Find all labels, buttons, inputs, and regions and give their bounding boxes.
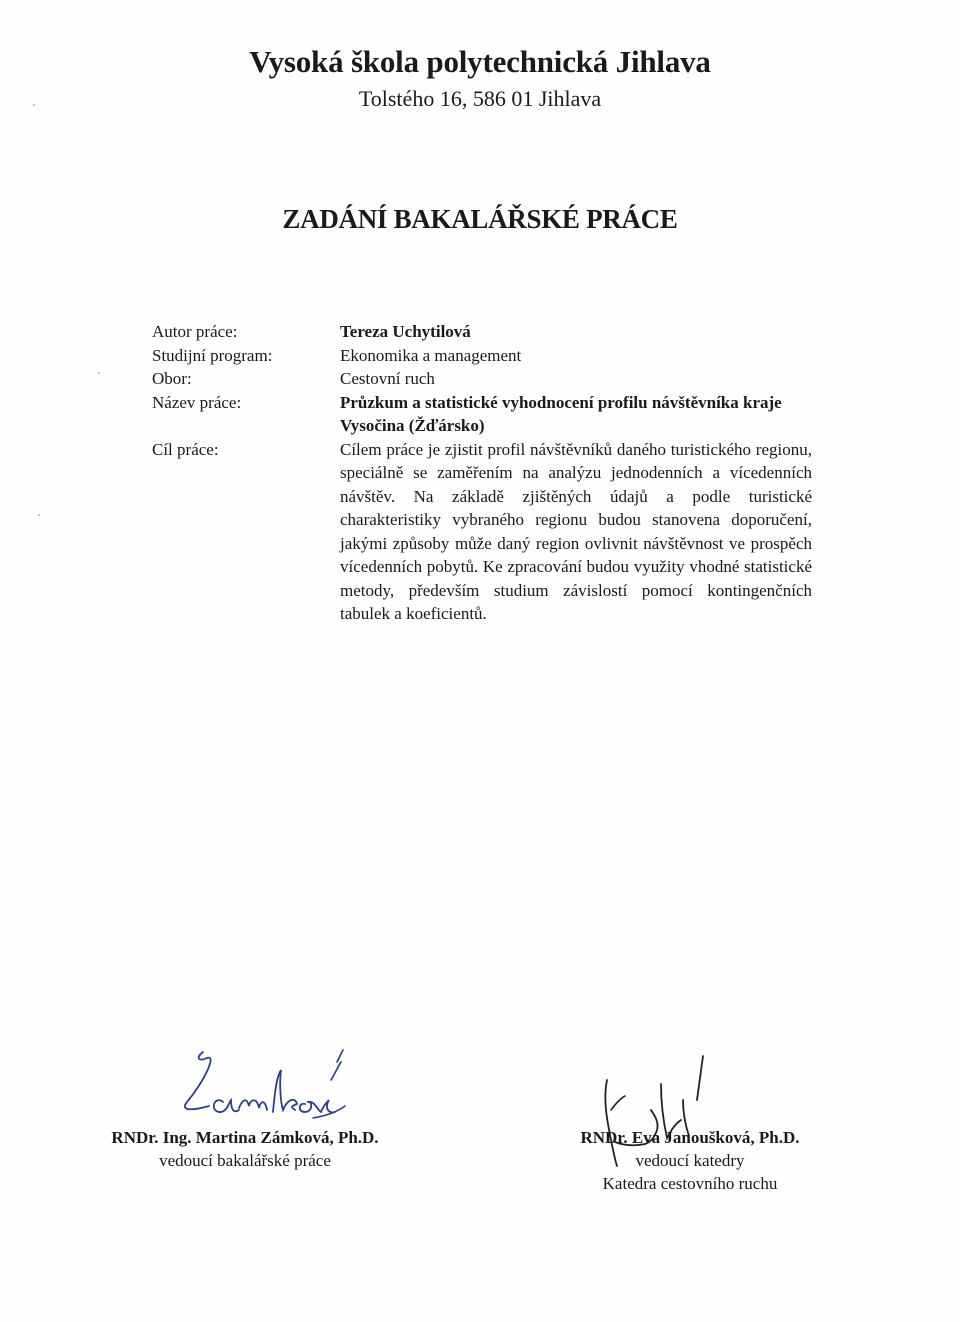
thesis-title-line2: Vysočina (Žďársko) <box>340 416 485 435</box>
assignment-fields <box>152 320 812 626</box>
author-row <box>152 320 812 344</box>
scan-speck <box>38 514 40 516</box>
scan-speck <box>98 372 100 374</box>
program-value: Ekonomika a management <box>340 345 522 365</box>
field-value: Cestovní ruch <box>340 369 435 388</box>
goal-label: Cíl práce: <box>152 439 219 459</box>
department-name: Katedra cestovního ruchu <box>602 1174 778 1193</box>
scan-speck <box>33 104 35 106</box>
school-name: Vysoká škola polytechnická Jihlava <box>249 44 711 79</box>
head-of-department-role: vedoucí katedry <box>635 1151 745 1170</box>
school-address: Tolstého 16, 586 01 Jihlava <box>358 86 602 111</box>
supervisor-name: RNDr. Ing. Martina Zámková, Ph.D. <box>111 1128 379 1147</box>
goal-value: Cílem práce je zjistit profil návštěvníků daného turistického regionu, speciálně se zaměřením na analýzu jednodenních a vícedenních návštěv. Na základě zjištěných údajů a podle turistické charakteristiky vybraného regionu budou stanovena doporučení, jakými způsoby může daný region ovlivnit návštěvnost ve prospěch vícedenních pobytů. Ke zpracování budou využity vhodné statistické metody, především studium závislostí pomocí kontingenčních tabulek a koeficientů. <box>340 439 812 623</box>
thesis-title-row <box>152 391 812 438</box>
thesis-title-value <box>340 391 812 438</box>
document-title: ZADÁNÍ BAKALÁŘSKÉ PRÁCE <box>282 204 678 234</box>
supervisor-role: vedoucí bakalářské práce <box>159 1151 331 1170</box>
head-of-department-signature-block <box>540 1126 840 1195</box>
supervisor-signature-block <box>100 1126 390 1172</box>
thesis-title-label: Název práce: <box>152 392 242 412</box>
goal-row <box>152 438 812 626</box>
head-of-department-name: RNDr. Eva Janoušková, Ph.D. <box>580 1128 800 1147</box>
field-label: Obor: <box>152 369 192 388</box>
author-value: Tereza Uchytilová <box>340 322 471 341</box>
program-label: Studijní program: <box>152 345 273 365</box>
program-row <box>152 344 812 368</box>
supervisor-signature <box>165 1040 355 1135</box>
thesis-title-line1: Průzkum a statistické vyhodnocení profilu návštěvníka kraje <box>340 392 782 412</box>
author-label: Autor práce: <box>152 322 238 341</box>
field-row <box>152 367 812 391</box>
